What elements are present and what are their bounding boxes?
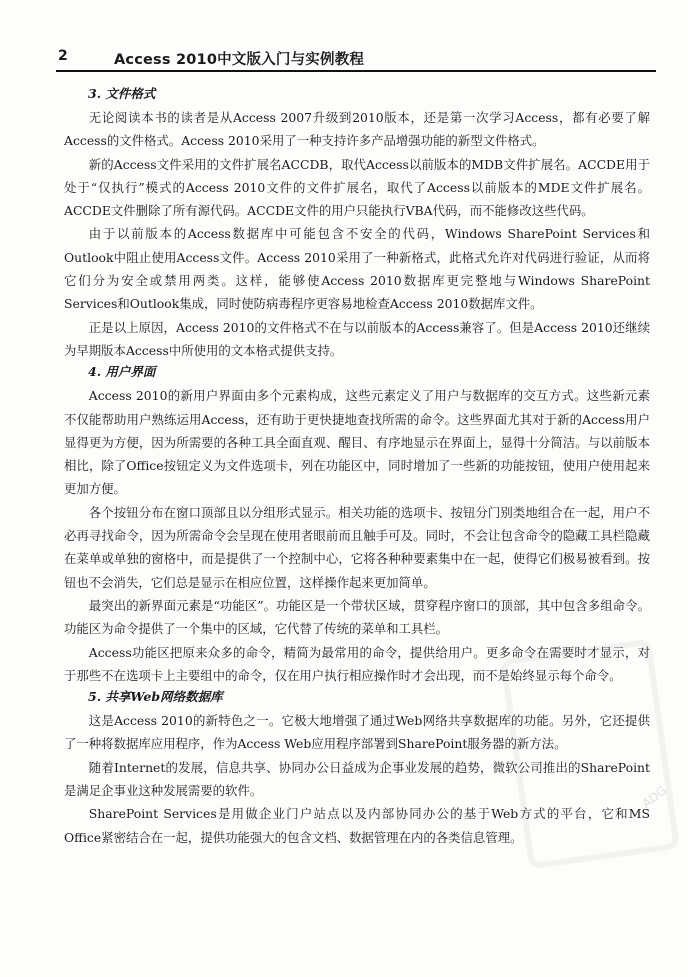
- paragraph: 无论阅读本书的读者是从Access 2007升级到2010版本，还是第一次学习Access，都有必要了解Access的文件格式。Access 2010采用了一种支持许多产品增强功能的新型文件格式。: [64, 110, 650, 149]
- section-user-interface: [64, 362, 650, 687]
- paragraph: 正是以上原因，Access 2010的文件格式不在与以前版本的Access兼容了。但是Access 2010还继续为早期版本Access中所使用的文本格式提供支持。: [64, 319, 650, 358]
- paragraph: 这是Access 2010的新特色之一。它极大地增强了通过Web网络共享数据库的功能。另外，它还提供了一种将数据库应用程序，作为Access Web应用程序部署到SharePoint服务器的新方法。: [64, 713, 650, 752]
- section-heading: 3. 文件格式: [88, 86, 156, 101]
- paragraph: Access 2010的新用户界面由多个元素构成，这些元素定义了用户与数据库的交互方式。这些新元素不仅能帮助用户熟练运用Access，还有助于更快捷地查找所需的命令。这些界面尤其对于新的Access用户显得更为方便，因为所需要的各种工具全面直观、醒目、有序地显示在界面上，显得十分简洁。与以前版本相比，除了Office按钮定义为文件选项卡，列在功能区中，同时增加了一些新的功能按钮，使用户使用起来更加方便。: [64, 388, 650, 497]
- watermark-text: ADG: [639, 783, 670, 811]
- paragraph: 新的Access文件采用的文件扩展名ACCDB，取代Access以前版本的MDB文件扩展名。ACCDE用于处于“仅执行”模式的Access 2010文件的文件扩展名，取代了Access以前版本的MDE文件扩展名。ACCDE文件删除了所有源代码。ACCDE文件的用户只能执行VBA代码，而不能修改这些代码。: [64, 156, 650, 219]
- section-heading: 4. 用户界面: [88, 364, 156, 380]
- paragraph: 最突出的新界面元素是“功能区”。功能区是一个带状区域，贯穿程序窗口的顶部，其中包含多组命令。功能区为命令提供了一个集中的区域，它代替了传统的菜单和工具栏。: [64, 597, 650, 637]
- book-title: Access 2010中文版入门与实例教程: [114, 52, 365, 68]
- paragraph: 随着Internet的发展，信息共享、协同办公日益成为企事业发展的趋势，微软公司推出的SharePoint是满足企事业这种发展需要的软件。: [64, 759, 650, 799]
- watermark-stamp: [500, 638, 680, 869]
- paragraph: 各个按钮分布在窗口顶部且以分组形式显示。相关功能的选项卡、按钮分门别类地组合在一起，用户不必再寻找命令，因为所需命令会呈现在使用者眼前而且触手可及。同时，不会让包含命令的隐藏工具栏隐藏在菜单或单独的窗格中，而是提供了一个控制中心，它将各种种要素集中在一起，使得它们极易被看到。按钮也不会消失，它们总是显示在相应位置，这样操作起来更加简单。: [64, 504, 650, 590]
- page-number: 2: [58, 48, 68, 64]
- paragraph: 由于以前版本的Access数据库中可能包含不安全的代码，Windows SharePoint Services和Outlook中阻止使用Access文件。Access 2010采用了一种新格式，此格式允许对代码进行验证，从而将它们分为安全或禁用两类。这样，能够使Access 2010数据库更完整地与Windows SharePoint Services和Outlook集成，同时使防病毒程序更容易地检查Access 2010数据库文件。: [64, 226, 650, 312]
- section-heading: 5. 共享Web网络数据库: [88, 689, 223, 705]
- paragraph: Access功能区把原来众多的命令，精简为最常用的命令，提供给用户。更多命令在需要时才显示，对于那些不在选项卡上主要组中的命令，仅在用户执行相应操作时才会出现，而不是始终显示每个命令。: [64, 644, 650, 683]
- page-header: [56, 48, 656, 72]
- section-file-format: [64, 84, 650, 362]
- paragraph: SharePoint Services是用做企业门户站点以及内部协同办公的基于Web方式的平台，它和MS Office紧密结合在一起，提供功能强大的包含文档、数据管理在内的各类信息管理。: [64, 806, 650, 845]
